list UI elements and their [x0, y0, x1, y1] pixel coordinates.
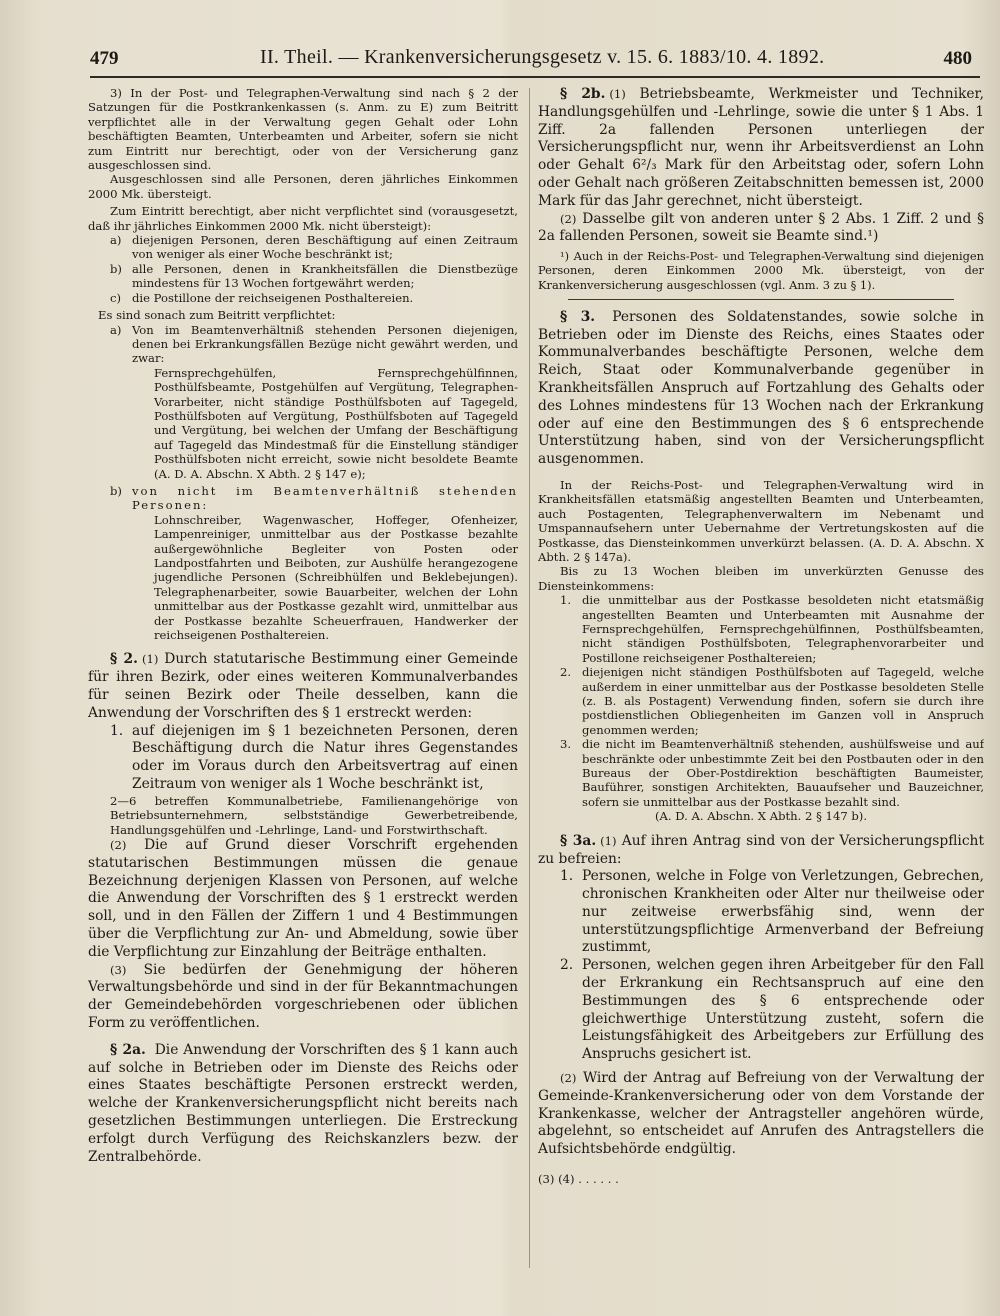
list-item: a) Von im Beamtenverhältniß stehenden Personen diejenigen, denen bei Erkrankungsfällen Bezüge nicht gewährt werden, und zwar: [110, 322, 518, 366]
b-list-text: Lohnschreiber, Wagenwascher, Hoffeger, Ofenheizer, Lampenreiniger, unmittelbar aus der Postkasse bezahlte außergewöhnliche Begleiter von Posten oder Landpostfahrten und Beiboten, zur Aushülfe herangezogene jugendliche Personen (Schreibhülfen und Beklebejungen). Telegraphenarbeiter, sowie Bauarbeiter, welchen der Lohn unmittelbar aus der Postkasse gezahlt wird, unmittelbar aus der Postkasse bezahlte Scheuerfrauen, Handwerker der reichseigenen Posthaltereien. [154, 512, 518, 643]
list-item: 3. die nicht im Beamtenverhältniß stehenden, aushülfsweise und auf beschränkte oder unbestimmte Zeit bei den Postbauten oder in den Bureaus der Ober-Postdirektion beschäftigten Baumeister, Bauführer, sonstigen Architekten, Bauaufseher und Bauzeichner, sofern sie unmittelbar aus der Postkasse bezahlt sind. [560, 737, 984, 809]
section-2-abs2: Die auf Grund dieser Vorschrift ergehenden statutarischen Bestimmungen müssen die genaue Bezeichnung derjenigen Klassen von Personen, auf welche die Anwendung der Vorschriften des § 1 erstreckt werden soll, und in den Fällen der Ziffern 1 und 4 Bestimmungen über die Verpflichtung zur An- und Abmeldung, sowie über die Verpflichtung zur Einzahlung der Beiträge enthalten. [88, 837, 518, 960]
section-2a [88, 1042, 518, 1167]
omitted-paragraphs: (3) (4) . . . . . . [538, 1172, 619, 1187]
sonach-note: Es sind sonach zum Beitritt verpflichtet: [98, 308, 336, 323]
section-number: § 3. [560, 308, 596, 325]
section-2-abs3: Sie bedürfen der Genehmigung der höheren Verwaltungsbehörde und sind in der für Bekanntmachungen der Gemeindebehörden vorgeschriebenen oder üblichen Form zu veröffentlichen. [88, 961, 518, 1031]
a-list-text: Fernsprechgehülfen, Fernsprechgehülfinnen, Posthülfsbeamte, Postgehülfen auf Vergütung, Telegraphen-Vorarbeiter, nicht ständige Posthülfsboten auf Tagegeld, Posthülfsboten auf Vergütung, Posthülfsboten auf Tagegeld und Vergütung, bei welchen der Umfang der Beschäftigung auf Tagegeld das Mindestmaß für die Einstellung ständiger Posthülfsboten nicht erreicht, sowie nicht besoldete Beamte (A. D. A. Abschn. X Abth. 2 § 147 e); [154, 365, 518, 481]
thirteen-weeks-note: Bis zu 13 Wochen bleiben im unverkürzten Genusse des Diensteinkommens: [538, 564, 984, 593]
section-2b: § 2b. (1) Betriebsbeamte, Werkmeister und Techniker, Handlungsgehülfen und -Lehrlinge, sowie die unter § 1 Abs. 1 Ziff. 2a fallenden Personen unterliegen der Versicherungspflicht nur, wenn ihr Arbeitsverdienst an Lohn oder Gehalt 6²/₃ Mark für den Arbeitstag oder, sofern Lohn oder Gehalt nach größeren Zeitabschnitten bemessen ist, 2000 Mark für das Jahr gerechnet, nicht übersteigt. (2) Dasselbe gilt von anderen unter § 2 Abs. 1 Ziff. 2 und § 2a fallenden Personen, soweit sie Beamte sind.¹) [538, 86, 984, 245]
reference-note: (A. D. A. Abschn. X Abth. 2 § 147 b). [654, 809, 868, 824]
column-divider [529, 88, 530, 1268]
footnote-3 [88, 86, 518, 642]
list-item: 1. auf diejenigen im § 1 bezeichneten Personen, deren Beschäftigung durch die Natur ihres Gegenstandes oder im Voraus durch den Arbeitsvertrag auf einen Zeitraum von weniger als 1 Woche beschränkt ist, [110, 722, 518, 793]
section-3a-abs2: Wird der Antrag auf Befreiung von der Verwaltung der Gemeinde-Krankenversicherung oder von dem Vorstande der Krankenkasse, welcher der Antragsteller angehören würde, abgelehnt, so entscheidet auf Anrufen des Antragstellers die Aufsichtsbehörde endgültig. [538, 1070, 984, 1158]
zum-eintritt-note: Zum Eintritt berechtigt, aber nicht verpflichtet sind (vorausgesetzt, daß ihr jährliches Einkommen 2000 Mk. nicht übersteigt): [88, 204, 518, 233]
left-column [88, 86, 518, 1276]
section-number: § 2b. [560, 86, 606, 102]
footnote-3-marker: 3) [110, 86, 122, 100]
section-number: § 2a. [110, 1041, 146, 1058]
section-3a: § 3a. (1) Auf ihren Antrag sind von der Versicherungspflicht zu befreien: 1. Personen, welche in Folge von Verletzungen, Gebrechen, chronischen Krankheiten oder Alter nur theilweise oder nur zeitweise erwerbsfähig sind, wenn der unterstützungspflichtige Armenverband der Befreiung zustimmt, 2. Personen, welchen gegen ihren Arbeitgeber für den Fall der Erkrankung ein Rechtsanspruch auf eine den Bestimmungen des § 6 entsprechende oder gleichwerthige Unterstützung zusteht, sofern die Leistungsfähigkeit des Arbeitgebers zur Erfüllung des Anspruchs gesichert ist. (2) Wird der Antrag auf Befreiung von der Verwaltung der Gemeinde-Krankenversicherung oder von dem Vorstande der Krankenkasse, welcher der Antragsteller angehören würde, abgelehnt, so entscheidet auf Anrufen des Antragstellers die Aufsichtsbehörde endgültig. (3) (4) . . . . . . [538, 833, 984, 1189]
list-item: 2. diejenigen nicht ständigen Posthülfsboten auf Tagegeld, welche außerdem in einer unmittelbar aus der Postkasse besoldeten Stelle (z. B. als Postagent) Verwendung finden, sofern sie durch ihre postdienstlichen Obliegenheiten im Ganzen voll in Anspruch genommen werden; [560, 665, 984, 737]
section-2-items-note: 2—6 betreffen Kommunalbetriebe, Familienangehörige von Betriebsunternehmern, selbstständige Gewerbetreibende, Handlungsgehülfen und -Lehrlinge, Land- und Forstwirthschaft. [110, 793, 518, 837]
section-rule [568, 299, 954, 300]
section-2b-text2: Dasselbe gilt von anderen unter § 2 Abs. 1 Ziff. 2 und § 2a fallenden Personen, soweit sie Beamte sind.¹) [538, 210, 984, 245]
ausgeschlossen-note: Ausgeschlossen sind alle Personen, deren jährliches Einkommen 2000 Mk. übersteigt. [88, 172, 518, 201]
page-header [90, 40, 980, 78]
list-item: c) die Postillone der reichseigenen Posthaltereien. [110, 290, 414, 305]
footnote-3-text: In der Post- und Telegraphen-Verwaltung sind nach § 2 der Satzungen für die Postkrankenkassen (s. Anm. zu E) zum Beitritt verpflichtet alle in der Verwaltung gegen Gehalt oder Lohn beschäftigten Beamten, Unterbeamten und Arbeiter, sofern sie nicht zum Eintritt nur berechtigt, oder von der Versicherung ganz ausgeschlossen sind. [88, 86, 518, 173]
section-2b-text1: Betriebsbeamte, Werkmeister und Techniker, Handlungsgehülfen und -Lehrlinge, sowie die unter § 1 Abs. 1 Ziff. 2a fallenden Personen unterliegen der Versicherungspflicht nur, wenn ihr Arbeitsverdienst an Lohn oder Gehalt 6²/₃ Mark für den Arbeitstag oder, sofern Lohn oder Gehalt nach größeren Zeitabschnitten bemessen ist, 2000 Mark für das Jahr gerechnet, nicht übersteigt. [538, 86, 984, 209]
right-column [538, 86, 984, 1276]
section-3 [538, 309, 984, 469]
running-title: II. Theil. — Krankenversicherungsgesetz v. 15. 6. 1883/10. 4. 1892. [260, 46, 825, 68]
list-item: b) von nicht im Beamtenverhältniß stehenden Personen: [110, 483, 518, 513]
list-item: b) alle Personen, denen in Krankheitsfällen die Dienstbezüge mindestens für 13 Wochen fortgewährt werden; [110, 261, 518, 291]
section-3-notes [538, 478, 984, 824]
section-2a-text: Die Anwendung der Vorschriften des § 1 kann auch auf solche in Betrieben oder im Dienste des Reichs oder eines Staates beschäftigte Personen erstreckt werden, welche der Krankenversicherungspflicht nicht bereits nach gesetzlichen Bestimmungen unterliegen. Die Erstreckung erfolgt durch Verfügung des Reichskanzlers bezw. der Zentralbehörde. [88, 1041, 518, 1165]
page-number-left: 479 [90, 48, 119, 69]
section-3-text: Personen des Soldatenstandes, sowie solche in Betrieben oder im Dienste des Reichs, eines Staates oder Kommunalverbandes beschäftigte Personen, welche dem Reich, Staat oder Kommunalverbande gegenüber in Krankheitsfällen Anspruch auf Fortzahlung des Gehalts oder des Lohnes mindestens für 13 Wochen nach der Erkrankung oder auf eine den Bestimmungen des § 6 entsprechende Unterstützung haben, sind von der Versicherungspflicht ausgenommen. [538, 308, 984, 468]
section-number: § 3a. [560, 832, 597, 849]
post-note: In der Reichs-Post- und Telegraphen-Verwaltung wird in Krankheitsfällen etatsmäßig angestellten Beamten und Unterbeamten, auch Postagenten, Telegraphenverwaltern im Nebenamt und Umspannaufsehern unter Uebernahme der Vertretungskosten auf die Postkasse, das Diensteinkommen unverkürzt belassen. (A. D. A. Abschn. X Abth. 2 § 147a). [538, 477, 984, 564]
page-number-right: 480 [943, 48, 972, 69]
list-item: 1. die unmittelbar aus der Postkasse besoldeten nicht etatsmäßig angestellten Beamten und Unterbeamten mit Ausnahme der Fernsprechgehülfen, Fernsprechgehülfinnen, Posthülfsbeamten, nicht ständigen Posthülfsboten, Telegraphenvorarbeiter und Postillone reichseigener Posthaltereien; [560, 593, 984, 665]
section-number: § 2. [110, 651, 138, 668]
section-2: § 2. (1) Durch statutarische Bestimmung einer Gemeinde für ihren Bezirk, oder eines weiteren Kommunalverbandes für seinen Bezirk oder Theile desselben, kann die Anwendung der Vorschriften des § 1 erstreckt werden: 1. auf diejenigen im § 1 bezeichneten Personen, deren Beschäftigung durch die Natur ihres Gegenstandes oder im Voraus durch den Arbeitsvertrag auf einen Zeitraum von weniger als 1 Woche beschränkt ist, 2—6 betreffen Kommunalbetriebe, Familienangehörige von Betriebsunternehmern, selbstständige Gewerbetreibende, Handlungsgehülfen und -Lehrlinge, Land- und Forstwirthschaft. (2) Die auf Grund dieser Vorschrift ergehenden statutarischen Bestimmungen müssen die genaue Bezeichnung derjenigen Klassen von Personen, auf welche die Anwendung der Vorschriften des § 1 erstreckt werden soll, und in den Fällen der Ziffern 1 und 4 Bestimmungen über die Verpflichtung zur An- und Abmeldung, sowie über die Verpflichtung zur Einzahlung der Beiträge enthalten. (3) Sie bedürfen der Genehmigung der höheren Verwaltungsbehörde und sind in der für Bekanntmachungen der Gemeindebehörden vorgeschriebenen oder üblichen Form zu veröffentlichen. [88, 651, 518, 1031]
list-item: a) diejenigen Personen, deren Beschäftigung auf einen Zeitraum von weniger als einer Woche beschränkt ist; [110, 233, 518, 262]
section-2-text: Durch statutarische Bestimmung einer Gemeinde für ihren Bezirk, oder eines weiteren Kommunalverbandes für seinen Bezirk oder Theile desselben, kann die Anwendung der Vorschriften des § 1 erstreckt werden: [88, 651, 518, 721]
footnote-1: ¹) Auch in der Reichs-Post- und Telegraphen-Verwaltung sind diejenigen Personen, deren Einkommen 2000 Mk. übersteigt, von der Krankenversicherung ausgeschlossen (vgl. Anm. 3 zu § 1). [538, 249, 984, 292]
list-item: 1. Personen, welche in Folge von Verletzungen, Gebrechen, chronischen Krankheiten oder Alter nur theilweise oder nur zeitweise erwerbsfähig sind, wenn der unterstützungspflichtige Armenverband der Befreiung zustimmt, [560, 868, 984, 956]
list-item: 2. Personen, welchen gegen ihren Arbeitgeber für den Fall der Erkrankung ein Rechtsanspruch auf eine den Bestimmungen des § 6 entsprechende oder gleichwerthige Unterstützung zusteht, sofern die Leistungsfähigkeit des Arbeitgebers zur Erfüllung des Anspruchs gesichert ist. [560, 957, 984, 1063]
section-3a-text: Auf ihren Antrag sind von der Versicherungspflicht zu befreien: [538, 832, 984, 867]
